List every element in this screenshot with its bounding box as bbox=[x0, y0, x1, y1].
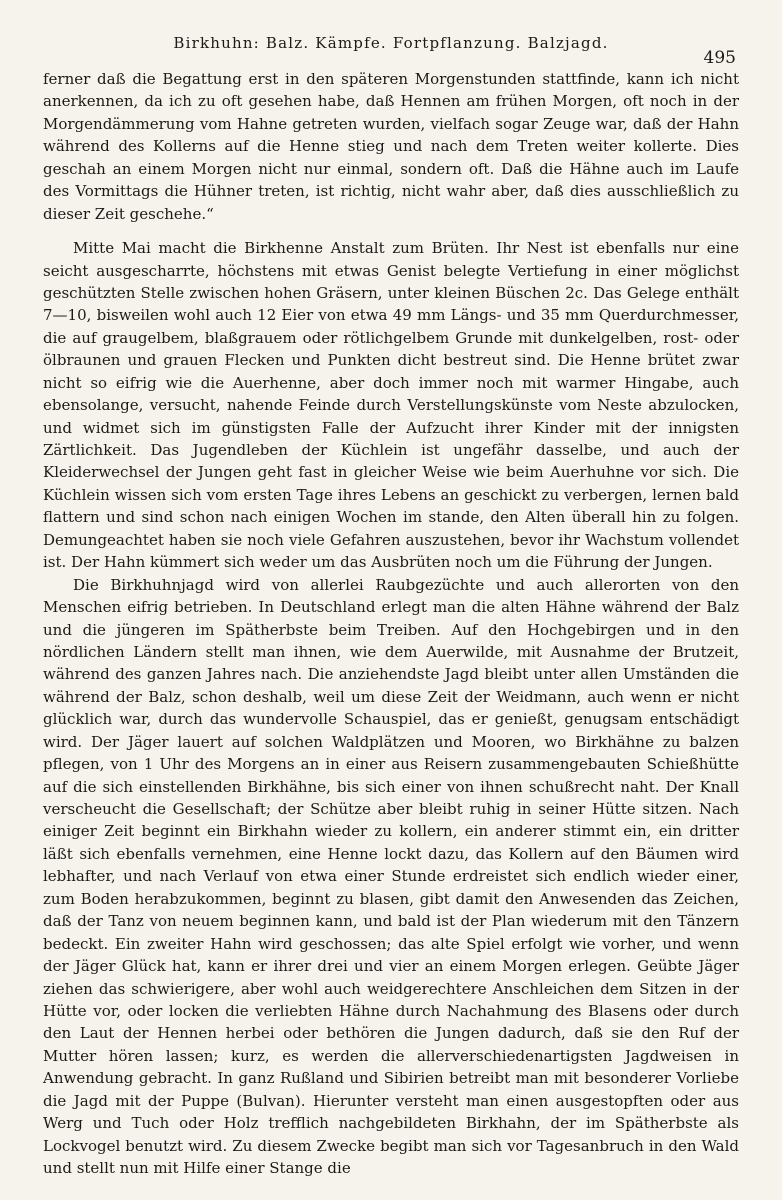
paragraph-continuation: ferner daß die Begattung erst in den späteren Morgenstunden stattfinde, kann ich nicht anerkennen, da ich zu oft gesehen habe, daß Hennen am frühen Morgen, oft noch in der Morgendämmerung vom Hahne getreten wurden, vielfach sogar Zeuge war, daß der Hahn während des Kollerns auf die Henne stieg und nach dem Treten weiter kollerte. Dies geschah an einem Morgen nicht nur einmal, sondern oft. Daß die Hähne auch im Laufe des Vormittags die Hühner treten, ist richtig, nicht wahr aber, daß dies ausschließlich zu dieser Zeit geschehe.“ bbox=[43, 70, 739, 223]
running-head: Birkhuhn: Balz. Kämpfe. Fortpflanzung. Balzjagd. bbox=[173, 34, 609, 52]
body-text bbox=[43, 68, 739, 1179]
paragraph-hunting: Die Birkhuhnjagd wird von allerlei Raubgezüchte und auch allerorten von den Menschen eifrig betrieben. In Deutschland erlegt man die alten Hähne während der Balz und die jüngeren im Spätherbste beim Treiben. Auf den Hochgebirgen und in den nördlichen Ländern stellt man ihnen, wie dem Auerwilde, mit Ausnahme der Brutzeit, während des ganzen Jahres nach. Die anziehendste Jagd bleibt unter allen Umständen die während der Balz, schon deshalb, weil um diese Zeit der Weidmann, auch wenn er nicht glücklich war, durch das wundervolle Schauspiel, das er genießt, genugsam entschädigt wird. Der Jäger lauert auf solchen Waldplätzen und Mooren, wo Birkhähne zu balzen pflegen, von 1 Uhr des Morgens an in einer aus Reisern zusammengebauten Schießhütte auf die sich einstellenden Birkhähne, bis sich einer von ihnen schußrecht naht. Der Knall verscheucht die Gesellschaft; der Schütze aber bleibt ruhig in seiner Hütte sitzen. Nach einiger Zeit beginnt ein Birkhahn wieder zu kollern, ein anderer stimmt ein, ein dritter läßt sich ebenfalls vernehmen, eine Henne lockt dazu, das Kollern auf den Bäumen wird lebhafter, und nach Verlauf von etwa einer Stunde erdreistet sich endlich wieder einer, zum Boden herabzukommen, beginnt zu blasen, gibt damit den Anwesenden das Zeichen, daß der Tanz von neuem beginnen kann, und bald ist der Plan wiederum mit den Tänzern bedeckt. Ein zweiter Hahn wird geschossen; das alte Spiel erfolgt wie vorher, und wenn der Jäger Glück hat, kann er ihrer drei und vier an einem Morgen erlegen. Geübte Jäger ziehen das schwierigere, aber wohl auch weidgerechtere Anschleichen dem Sitzen in der Hütte vor, oder locken die verliebten Hähne durch Nachahmung des Blasens oder durch den Laut der Hennen herbei oder bethören die Jungen dadurch, daß sie den Ruf der Mutter hören lassen; kurz, es werden die allerverschiedenartigsten Jagdweisen in Anwendung gebracht. In ganz Rußland und Sibirien betreibt man mit besonderer Vorliebe die Jagd mit der Puppe (Bulvan). Hierunter versteht man einen ausgestopften oder aus Werg und Tuch oder Holz trefflich nachgebildeten Birkhahn, der im Spätherbste als Lockvogel benutzt wird. Zu diesem Zwecke begibt man sich vor Tagesanbruch in den Wald und stellt nun mit Hilfe einer Stange die bbox=[43, 575, 739, 1177]
page-number: 495 bbox=[703, 48, 736, 68]
paragraph-nesting: Mitte Mai macht die Birkhenne Anstalt zum Brüten. Ihr Nest ist ebenfalls nur eine seicht ausgescharrte, höchstens mit etwas Genist belegte Vertiefung in einer möglichst geschützten Stelle zwischen hohen Gräsern, unter kleinen Büschen 2c. Das Gelege enthält 7—10, bisweilen wohl auch 12 Eier von etwa 49 mm Längs- und 35 mm Querdurchmesser, die auf graugelbem, blaßgrauem oder rötlichgelbem Grunde mit dunkelgelben, rost- oder ölbraunen und grauen Flecken und Punkten dicht bestreut sind. Die Henne brütet zwar nicht so eifrig wie die Auerhenne, aber doch immer noch mit warmer Hingabe, auch ebensolange, versucht, nahende Feinde durch Verstellungskünste vom Neste abzulocken, und widmet sich im günstigsten Falle der Aufzucht ihrer Kinder mit der innigsten Zärtlichkeit. Das Jugendleben der Küchlein ist ungefähr dasselbe, und auch der Kleiderwechsel der Jungen geht fast in gleicher Weise wie beim Auerhuhne vor sich. Die Küchlein wissen sich vom ersten Tage ihres Lebens an geschickt zu verbergen, lernen bald flattern und sind schon nach einigen Wochen im stande, den Alten überall hin zu folgen. Demungeachtet haben sie noch viele Gefahren auszustehen, bevor ihr Wachstum vollendet ist. Der Hahn kümmert sich weder um das Ausbrüten noch um die Führung der Jungen. bbox=[43, 239, 739, 572]
